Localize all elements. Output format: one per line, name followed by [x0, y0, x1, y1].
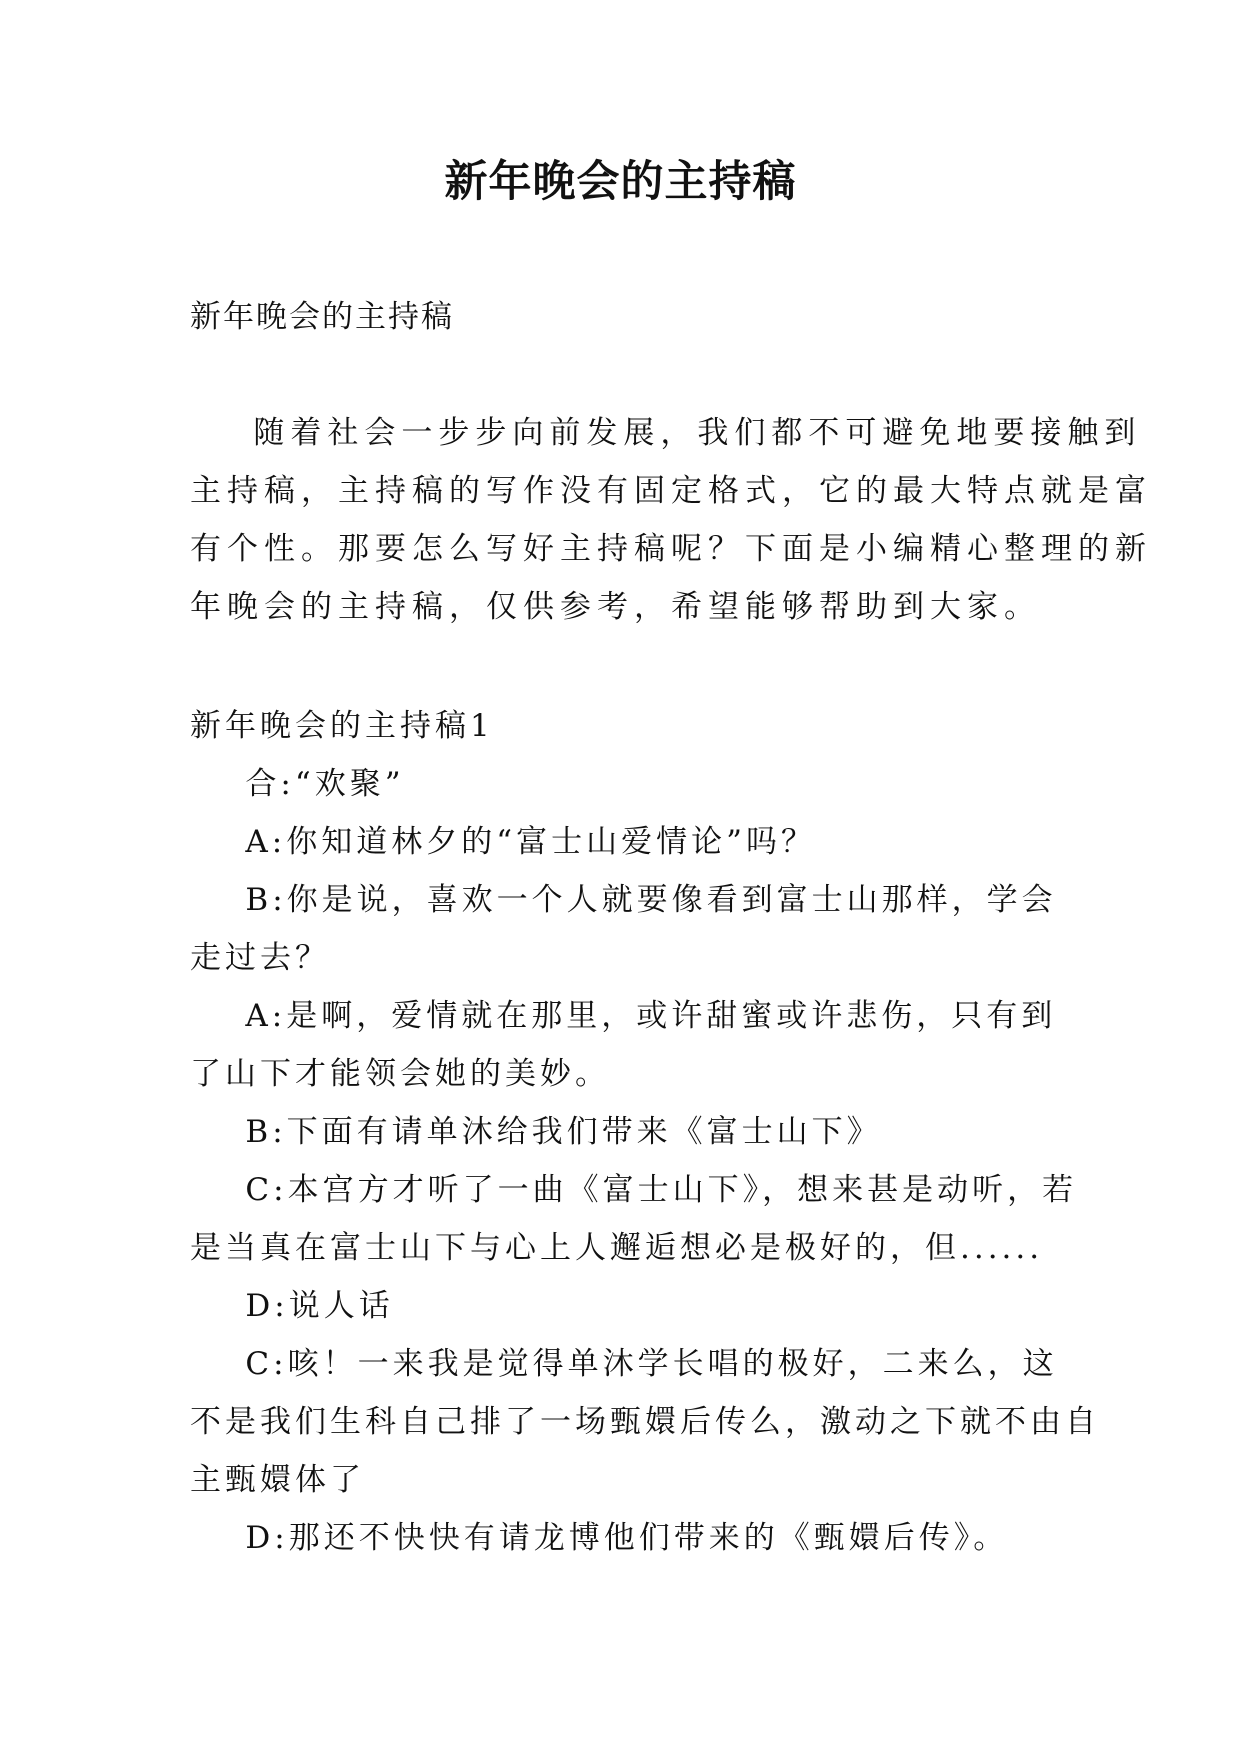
document-subtitle: [190, 288, 1050, 346]
intro-line: 主持稿，主持稿的写作没有固定格式，它的最大特点就是富: [190, 473, 1152, 509]
dialogue-line: 不是我们生科自己排了一场甄嬛后传么，激动之下就不由自: [190, 1404, 1100, 1440]
intro-line: 随着社会一步步向前发展，我们都不可避免地要接触到: [190, 415, 1142, 451]
dialogue-line: 是当真在富士山下与心上人邂逅想必是极好的，但......: [190, 1230, 1044, 1266]
intro-line: 年晚会的主持稿，仅供参考，希望能够帮助到大家。: [190, 589, 1041, 625]
dialogue-line: B:你是说，喜欢一个人就要像看到富士山那样，学会: [190, 882, 1057, 918]
dialogue-line: A:你知道林夕的“富士山爱情论”吗？: [190, 824, 816, 860]
dialogue-line: 合:“欢聚”: [190, 766, 405, 802]
dialogue-line: C:本宫方才听了一曲《富士山下》，想来甚是动听，若: [190, 1172, 1078, 1208]
dialogue-line: D:说人话: [190, 1288, 394, 1324]
subtitle-text: 新年晚会的主持稿: [190, 299, 454, 335]
intro-line: 有个性。那要怎么写好主持稿呢？下面是小编精心整理的新: [190, 531, 1152, 567]
intro-paragraph: [190, 404, 1152, 636]
dialogue-line: D:那还不快快有请龙博他们带来的《甄嬛后传》。: [190, 1520, 1009, 1556]
section-heading: 新年晚会的主持稿1: [190, 708, 494, 744]
document-title: 新年晚会的主持稿: [444, 157, 797, 207]
dialogue-line: 走过去？: [190, 940, 330, 976]
dialogue-line: A:是啊，爱情就在那里，或许甜蜜或许悲伤，只有到: [190, 998, 1057, 1034]
dialogue-line: 主甄嬛体了: [190, 1462, 365, 1498]
dialogue-line: C:咳！一来我是觉得单沐学长唱的极好，二来么，这: [190, 1346, 1058, 1382]
dialogue-line: B:下面有请单沐给我们带来《富士山下》: [190, 1114, 882, 1150]
dialogue-line: 了山下才能领会她的美妙。: [190, 1056, 610, 1092]
section-1: [190, 697, 1100, 1567]
